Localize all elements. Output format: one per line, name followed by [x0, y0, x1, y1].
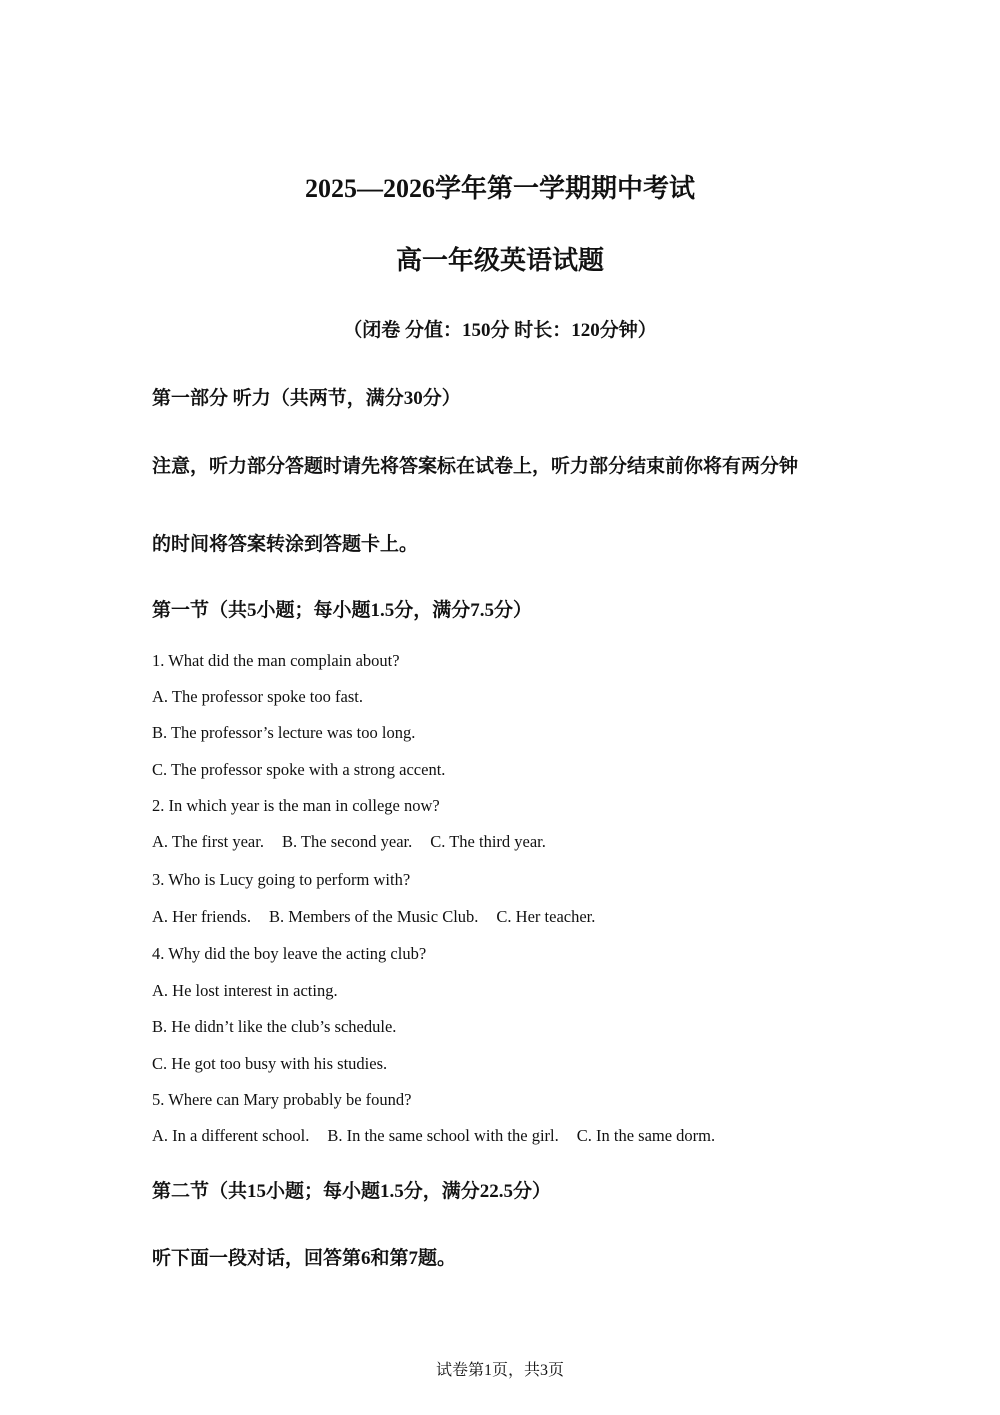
question-3-stem: 3. Who is Lucy going to perform with? [152, 870, 411, 889]
question-2-option-a: A. The first year. [152, 832, 264, 851]
question-1-option-c: C. The professor spoke with a strong accent. [152, 760, 446, 779]
notice-line-2: 的时间将答案转涂到答题卡上。 [152, 534, 419, 555]
question-1-option-b: B. The professor’s lecture was too long. [152, 723, 416, 742]
question-3-option-a: A. Her friends. [152, 907, 251, 926]
question-5-option-c: C. In the same dorm. [576, 1126, 716, 1145]
question-2-option-c: C. The third year. [430, 832, 546, 851]
question-4-stem: 4. Why did the boy leave the acting club? [152, 944, 427, 963]
question-1-stem: 1. What did the man complain about? [152, 651, 400, 670]
exam-subtitle: 高一年级英语试题 [395, 246, 604, 275]
question-2-options [152, 832, 564, 852]
question-3-option-b: B. Members of the Music Club. [268, 907, 479, 926]
exam-meta: （闭卷 分值：150分 时长：120分钟） [343, 320, 657, 341]
question-5-option-b: B. In the same school with the girl. [327, 1126, 559, 1145]
question-5-stem: 5. Where can Mary probably be found? [152, 1090, 412, 1109]
section1-heading: 第一节（共5小题；每小题1.5分，满分7.5分） [152, 600, 533, 621]
question-2-stem: 2. In which year is the man in college now? [152, 796, 440, 815]
question-4-option-c: C. He got too busy with his studies. [152, 1054, 388, 1073]
page-footer: 试卷第1页，共3页 [435, 1362, 564, 1379]
question-1-option-a: A. The professor spoke too fast. [152, 687, 363, 706]
question-5-option-a: A. In a different school. [152, 1126, 310, 1145]
exam-title: 2025—2026学年第一学期期中考试 [304, 174, 695, 203]
section2-instruction: 听下面一段对话，回答第6和第7题。 [152, 1248, 457, 1269]
question-4-option-b: B. He didn’t like the club’s schedule. [152, 1017, 397, 1036]
question-5-options [152, 1126, 733, 1146]
notice-line-1: 注意，听力部分答题时请先将答案标在试卷上，听力部分结束前你将有两分钟 [152, 456, 799, 477]
question-3-options [152, 907, 613, 927]
section2-heading: 第二节（共15小题；每小题1.5分，满分22.5分） [152, 1181, 552, 1202]
question-4-option-a: A. He lost interest in acting. [152, 981, 338, 1000]
question-2-option-b: B. The second year. [281, 832, 413, 851]
question-3-option-c: C. Her teacher. [496, 907, 596, 926]
part1-heading: 第一部分 听力（共两节，满分30分） [152, 388, 461, 409]
